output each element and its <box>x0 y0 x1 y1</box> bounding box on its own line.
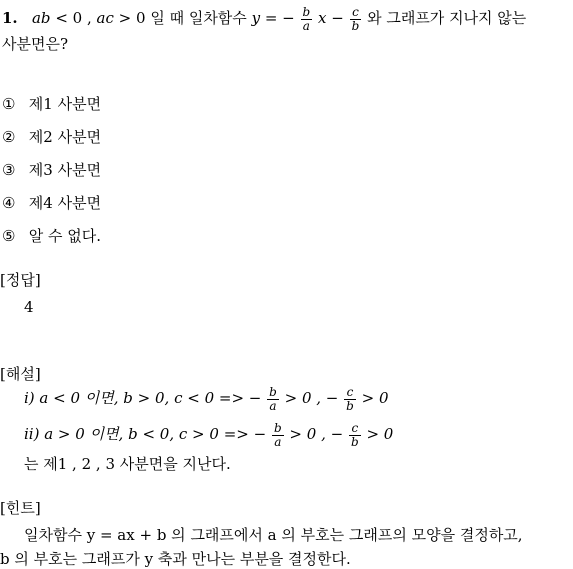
option-2[interactable] <box>2 129 101 146</box>
fraction-denominator: b <box>346 398 354 413</box>
explanation-text: i) a < 0 이면, b > 0, c < 0 => − <box>24 389 262 408</box>
eq-minus: − <box>331 9 344 28</box>
eq-x: x <box>318 9 327 28</box>
eq-y: y <box>251 9 261 28</box>
option-label: 제2 사분면 <box>28 128 102 146</box>
explanation-text: > 0 <box>366 425 394 444</box>
fraction-numerator: c <box>344 386 356 400</box>
explanation-line-3: 는 제1 , 2 , 3 사분면을 지난다. <box>24 455 231 473</box>
fraction-denominator: a <box>274 434 282 449</box>
option-1[interactable] <box>2 96 101 113</box>
hint-line-2: b 의 부호는 그래프가 y 축과 만나는 부분을 결정한다. <box>0 550 351 568</box>
condition-lt: < 0 , <box>55 9 92 28</box>
fraction-c-over-b <box>349 422 361 448</box>
hint-line-1: 일차함수 y = ax + b 의 그래프에서 a 의 부호는 그래프의 모양을 결정하고, <box>24 526 523 544</box>
question-text-2: 와 그래프가 지나지 않는 <box>367 9 527 28</box>
condition-ab: ab <box>31 9 51 28</box>
fraction-b-over-a <box>272 422 284 448</box>
explanation-line-1 <box>24 386 389 412</box>
explanation-line-2 <box>24 422 393 448</box>
fraction-numerator: b <box>269 385 277 399</box>
option-label: 알 수 없다. <box>28 227 102 245</box>
fraction-numerator: b <box>273 421 282 435</box>
option-marker: ④ <box>2 194 16 212</box>
fraction-denominator: b <box>350 434 359 449</box>
condition-gt: > 0 <box>118 9 146 28</box>
question-line-1 <box>2 6 526 32</box>
option-marker: ② <box>2 128 16 146</box>
option-label: 제4 사분면 <box>28 194 102 212</box>
question-text-1: 일 때 일차함수 <box>150 9 247 28</box>
fraction-c-over-b <box>344 386 356 412</box>
fraction-c-over-b <box>350 6 362 32</box>
fraction-denominator: a <box>302 18 310 33</box>
answer-title: [정답] <box>0 271 41 289</box>
hint-title: [힌트] <box>0 499 41 517</box>
eq-equals: = − <box>264 9 295 28</box>
question-number: 1. <box>2 9 18 28</box>
option-label: 제1 사분면 <box>28 95 102 113</box>
fraction-numerator: c <box>350 6 362 20</box>
option-label: 제3 사분면 <box>28 161 102 179</box>
option-4[interactable] <box>2 195 101 212</box>
option-marker: ① <box>2 95 16 113</box>
explanation-text: > 0 , − <box>289 425 344 444</box>
answer-value: 4 <box>24 298 34 316</box>
explanation-text: > 0 , − <box>284 389 339 408</box>
fraction-numerator: c <box>349 422 361 436</box>
fraction-numerator: b <box>302 5 311 19</box>
explanation-text: ii) a > 0 이면, b < 0, c > 0 => − <box>24 425 267 444</box>
question-line-2: 사분면은? <box>2 35 69 53</box>
option-marker: ③ <box>2 161 16 179</box>
fraction-b-over-a <box>301 6 313 32</box>
fraction-denominator: b <box>351 18 360 33</box>
fraction-b-over-a <box>267 386 279 412</box>
option-5[interactable] <box>2 228 101 245</box>
option-marker: ⑤ <box>2 227 16 245</box>
condition-ac: ac <box>96 9 114 28</box>
fraction-denominator: a <box>269 398 277 413</box>
explanation-title: [해설] <box>0 365 41 383</box>
option-3[interactable] <box>2 162 101 179</box>
explanation-text: > 0 <box>361 389 389 408</box>
